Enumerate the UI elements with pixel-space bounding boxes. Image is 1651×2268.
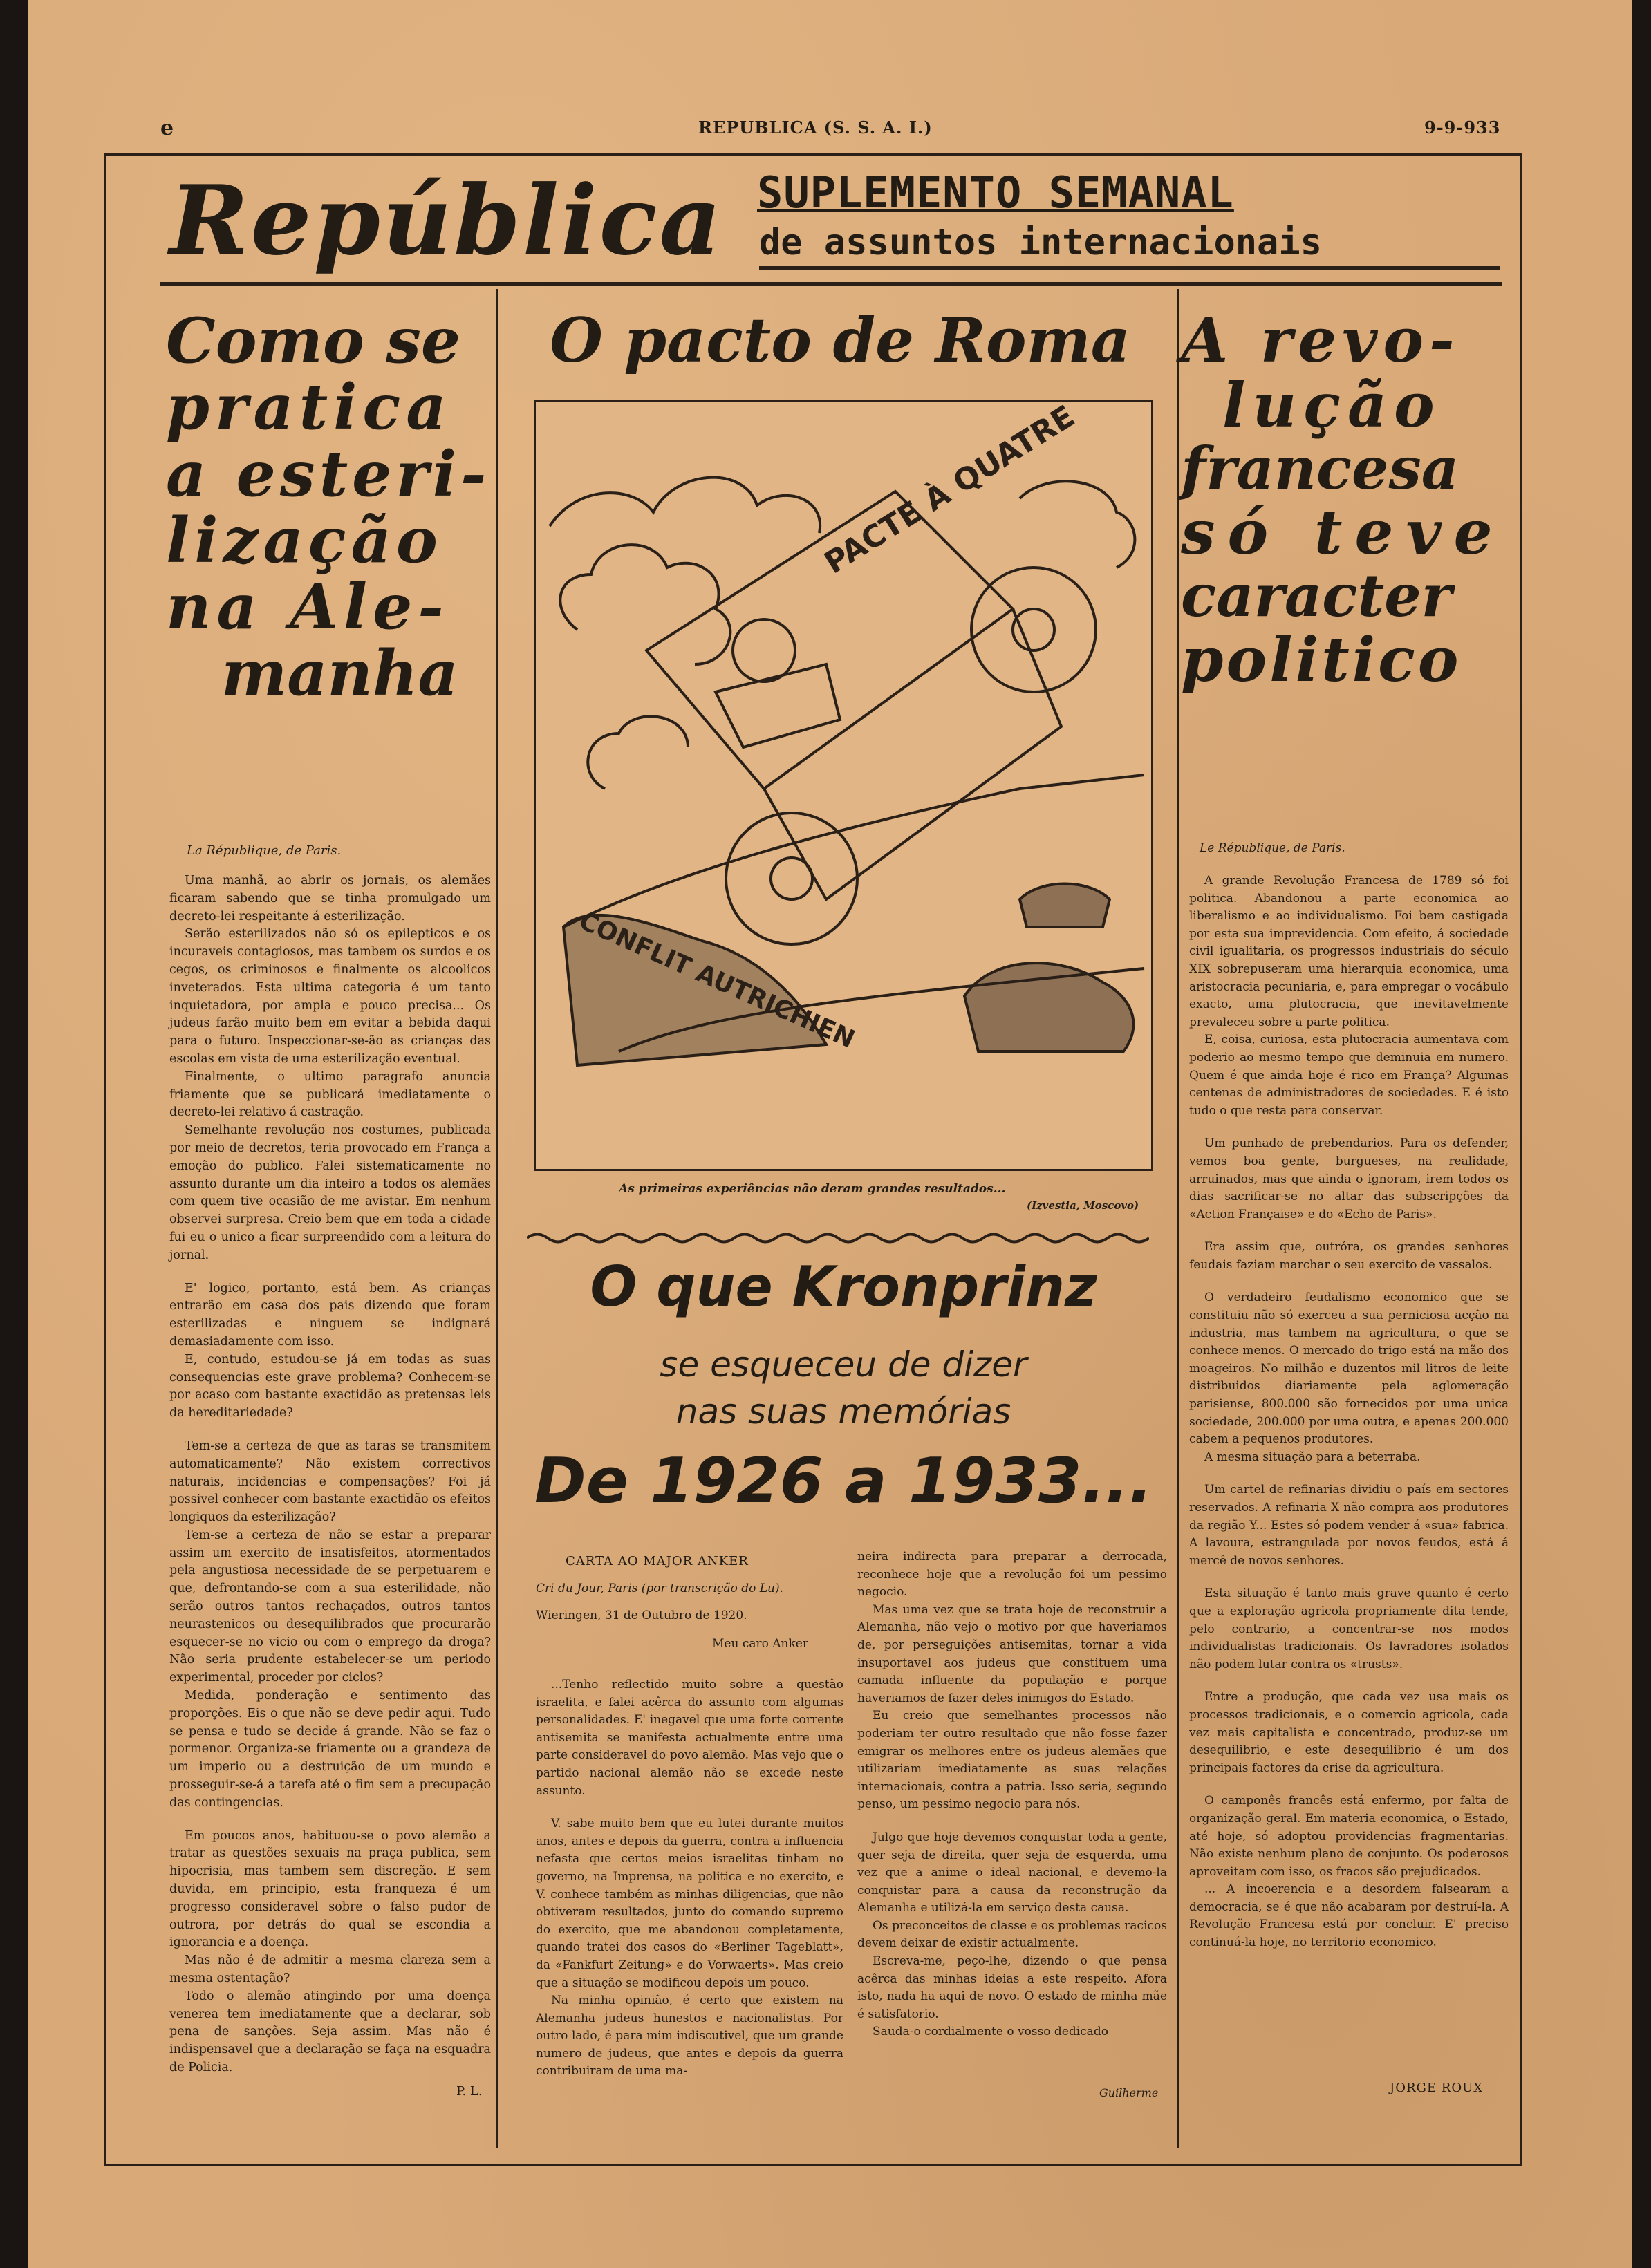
rock bbox=[964, 963, 1133, 1051]
paragraph: Em poucos anos, habituou-se o povo alemão a tratar as questões sexuais na praça publica, sem hipocrisia, mas tambem sem discreção. E sem duvida, em principio, esta franqueza é um progresso consideravel sobre o falso pudor de outrora, por detrás do qual se escondia a ignorancia e a doença. bbox=[169, 1828, 491, 1950]
paragraph: Escreva-me, peço-lhe, dizendo o que pensa acêrca das minhas ideias a este respeito. Afora isto, nada ha aqui de novo. O estado de minha mãe é satisfatorio. bbox=[857, 1954, 1167, 2021]
kronprinz-dates: De 1926 a 1933... bbox=[534, 1445, 1153, 1517]
cartoon-drawing bbox=[536, 402, 1151, 1169]
paragraph: Tem-se a certeza de que as taras se transmitem automaticamente? Não existem correctivos naturais, incidencias e compensações? Foi já possivel conhecer com bastante exactidão os efeitos longiquos da esterilização? bbox=[169, 1438, 491, 1525]
right-source: Le République, de Paris. bbox=[1200, 841, 1345, 855]
paragraph: Uma manhã, ao abrir os jornais, os alemães ficaram sabendo que se tinha promulgado um decreto-lei respeitante á esterilização. bbox=[169, 874, 491, 924]
paragraph: Na minha opinião, é certo que existem na Alemanha judeus hunestos e nacionalistas. Por outro lado, é para mim indiscutivel, que um grande numero de judeus, que antes e depois da guerra contribuiram de uma ma- bbox=[536, 1994, 843, 2079]
left-headline-line: pratica bbox=[166, 371, 452, 444]
paragraph: Finalmente, o ultimo paragrafo anuncia friamente que se publicará imediatamente o decreto-lei relativo á castração. bbox=[169, 1069, 491, 1120]
supplement-subtitle: de assuntos internacionais bbox=[759, 222, 1322, 263]
wavy-divider bbox=[527, 1230, 1149, 1246]
letter-title: CARTA AO MAJOR ANKER bbox=[566, 1554, 749, 1568]
paragraph: ...Tenho reflectido muito sobre a questão israelita, e falei acêrca do assunto com algumas personalidades. E' inegavel que uma forte corrente antisemita se manifesta actualmente entre uma parte consideravel do povo alemão. Mas vejo que o partido nacional alemão não se excede neste assunto. bbox=[536, 1678, 843, 1798]
wavy-divider-line bbox=[527, 1230, 1149, 1246]
car-body bbox=[646, 491, 1013, 789]
kronprinz-subhead-1: se esqueceu de dizer bbox=[660, 1344, 1027, 1385]
left-source: La République, de Paris. bbox=[187, 843, 342, 858]
running-header-date: 9-9-933 bbox=[1424, 118, 1501, 138]
paragraph: Eu creio que semelhantes processos não poderiam ter outro resultado que não fosse fazer emigrar os melhores entre os judeus alemães que utilizariam imediatamente as suas relações internacionais, contra a patria. Isso seria, segundo penso, um pessimo negocio para nós. bbox=[857, 1709, 1167, 1812]
paragraph: neira indirecta para preparar a derrocada, reconhece hoje que a revolução foi um pessimo negocio. bbox=[857, 1550, 1167, 1600]
letter-column-2 bbox=[857, 1548, 1167, 2041]
masthead-rule bbox=[160, 282, 1502, 286]
cartoon-credit: (Izvestia, Moscovo) bbox=[1027, 1199, 1139, 1212]
left-headline-line: a esteri- bbox=[166, 437, 491, 511]
paragraph: ... A incoerencia e a desordem falsearam a democracia, se é que não acabaram por destruí-la. A Revolução Francesa está por concluir. E' preciso continuá-la hoje, no territorio economico. bbox=[1189, 1882, 1509, 1950]
paragraph: Serão esterilizados não só os epilepticos e os incuraveis contagiosos, mas tambem os surdos e os cegos, os criminosos e finalmente os alcoolicos inveterados. Esta ultima categoria é um tanto inquietadora, por ampla e pouco precisa... Os judeus farão muito bem em evitar a bebida daqui para o futuro. Inspeccionar-se-ão as crianças das escolas em vista de uma esterilização eventual. bbox=[169, 927, 491, 1066]
paragraph: Um punhado de prebendarios. Para os defender, vemos boa gente, burgueses, na realidade, arruinados, mas que ainda o ignoram, irem todos os dias sacrificar-se no altar das subscripções da «Action Française» e do «Echo de Paris». bbox=[1189, 1136, 1509, 1221]
paragraph: E, coisa, curiosa, esta plutocracia aumentava com poderio ao mesmo tempo que deminuia em numero. Quem é que ainda hoje é rico em França? Algumas centenas de administradores de sociedades. E é isto tudo o que resta para conservar. bbox=[1189, 1033, 1509, 1118]
cartoon-caption: As primeiras experiências não deram grandes resultados... bbox=[619, 1182, 1006, 1196]
paragraph: Semelhante revolução nos costumes, publicada por meio de decretos, teria provocado em França a emoção do publico. Falei sistematicamente no assunto durante um dia inteiro a todos os alemães com quem tive ocasião de me avistar. Em nenhum observei surpresa. Creio bem que em toda a cidade fui eu o unico a ficar surpreendido com a leitura do jornal. bbox=[169, 1123, 491, 1262]
supplement-title: SUPLEMENTO SEMANAL bbox=[757, 167, 1234, 218]
paragraph: Medida, ponderação e sentimento das proporções. Eis o que não se deve pedir aqui. Tudo se pensa e tudo se decide á grande. Não se faz o pormenor. Organiza-se friamente ou a grandeza de um imperio ou a destruição de um mundo e prosseguir-se-á a tarefa até o fim sem a precupação das contingencias. bbox=[169, 1689, 491, 1810]
left-headline-line: manha bbox=[221, 637, 458, 711]
car-side bbox=[764, 609, 1061, 899]
paragraph: A grande Revolução Francesa de 1789 só foi politica. Abandonou a parte economica ao liberalismo e ao individualismo. Foi bem castigada por esta sua imprevidencia. Com efeito, á sociedade civil igualitaria, os progressos industriais do século XIX sobrepuseram uma hierarquia economica, uma aristocracia pecuniaria, e, para empregar o vocábulo exacto, uma plutocracia, que inevitavelmente prevaleceu sobre a parte politica. bbox=[1189, 874, 1509, 1029]
smoke-cloud bbox=[1020, 481, 1135, 568]
paragraph: Mas uma vez que se trata hoje de reconstruir a Alemanha, não vejo o motivo por que haveriamos de, por perseguições antisemitas, tornar a vida insuportavel aos judeus que constituem uma camada influente da população e porque haveriamos de fazer deles inimigos do Estado. bbox=[857, 1602, 1167, 1705]
wheel-hub bbox=[771, 858, 812, 899]
cartoon-label-car: PACTE À QUATRE bbox=[818, 402, 1081, 581]
left-article-body bbox=[169, 872, 491, 2077]
left-headline bbox=[166, 304, 498, 711]
steering-wheel bbox=[716, 664, 840, 747]
paragraph: Um cartel de refinarias dividiu o país em sectores reservados. A refinaria X não compra aos produtores da região Y... Estes só podem vender á «sua» fabrica. A lavoura, estrangulada por novos feudos, está á mercê de novos senhores. bbox=[1189, 1483, 1509, 1568]
letter-salutation: Meu caro Anker bbox=[712, 1637, 808, 1651]
right-article-body bbox=[1189, 872, 1509, 1952]
smoke-cloud bbox=[550, 478, 820, 533]
cartoon-label-rock: CONFLIT AUTRICHIEN bbox=[575, 906, 859, 1054]
paragraph: Esta situação é tanto mais grave quanto é certo que a exploração agricola propriamente dita tende, pelo contrario, a concentrar-se nos modos individualistas tradicionais. Os lavradores isolados não podem lutar contra os «trusts». bbox=[1189, 1586, 1509, 1671]
right-headline-line: politico bbox=[1181, 624, 1462, 696]
paragraph: Todo o alemão atingindo por uma doença venerea tem imediatamente que a declarar, sob pena de sanções. Seja assim. Mas não é indispensavel que a declaração se faça na esquadra de Policia. bbox=[169, 1989, 491, 2074]
left-headline-line: lização bbox=[166, 503, 442, 577]
cartoon bbox=[534, 400, 1153, 1171]
running-header-publication: REPUBLICA (S. S. A. I.) bbox=[698, 118, 933, 138]
letter-column-1 bbox=[536, 1676, 843, 2081]
page-mark: e bbox=[160, 116, 175, 140]
letter-signature: Guilherme bbox=[1099, 2086, 1159, 2099]
right-signature: JORGE ROUX bbox=[1390, 2081, 1484, 2095]
left-headline-line: Como se bbox=[166, 304, 461, 377]
paragraph: A mesma situação para a beterraba. bbox=[1204, 1450, 1421, 1464]
wheel bbox=[971, 568, 1096, 692]
letter-place: Wieringen, 31 de Outubro de 1920. bbox=[536, 1609, 747, 1622]
smoke-cloud bbox=[560, 545, 730, 664]
paragraph: Era assim que, outróra, os grandes senhores feudais faziam marchar o seu exercito de vassalos. bbox=[1189, 1240, 1509, 1272]
paragraph: O camponês francês está enfermo, por falta de organização geral. Em materia economica, o Estado, até hoje, só adoptou providencias fragmentarias. Não existe nenhum plano de conjunto. Os poderosos aproveitam com isso, os fracos são prejudicados. bbox=[1189, 1794, 1509, 1879]
wheel-hub bbox=[1013, 609, 1054, 650]
smoke-cloud bbox=[588, 716, 688, 789]
kronprinz-subhead-2: nas suas memórias bbox=[675, 1391, 1011, 1432]
driver-head bbox=[733, 619, 795, 682]
right-headline-line: caracter bbox=[1181, 561, 1452, 630]
paragraph: E' logico, portanto, está bem. As crianças entrarão em casa dos pais dizendo que foram esterilizadas e ninguem se indignará demasiadamente com isso. bbox=[169, 1281, 491, 1349]
right-headline-line: lução bbox=[1222, 369, 1442, 442]
right-headline-line: francesa bbox=[1181, 434, 1459, 503]
paragraph: Os preconceitos de classe e os problemas racicos devem deixar de existir actualmente. bbox=[857, 1918, 1167, 1951]
paragraph: O verdadeiro feudalismo economico que se constituiu não só exerceu a sua perniciosa acção na industria, mas tambem na agricultura, o que se conhece menos. O mercado do trigo está na mão dos moageiros. No milhão e duzentos mil litros de leite distribuidos diariamente pela aglomeração parisiense, 800.000 são fornecidos por uma unica sociedade, 200.000 por uma outra, e apenas 200.000 cabem a pequenos produtores. bbox=[1189, 1291, 1509, 1447]
left-headline-line: na Ale- bbox=[166, 570, 449, 644]
kronprinz-headline: O que Kronprinz bbox=[590, 1255, 1097, 1319]
letter-source: Cri du Jour, Paris (por transcrição do Lu). bbox=[536, 1582, 783, 1595]
paragraph: Julgo que hoje devemos conquistar toda a gente, quer seja de direita, quer seja de esquerda, uma vez que a anime o ideal nacional, e devemo-la conquistar para a causa da reconstrução da Alemanha e utilizá-la em serviço desta causa. bbox=[857, 1830, 1167, 1915]
paragraph: Entre a produção, que cada vez usa mais os processos tradicionais, e o comercio agricola, cada vez mais capitalista e concentrado, produz-se um desequilibrio, e este desequilibrio é um dos principais factores da crise da agricultura. bbox=[1189, 1690, 1509, 1775]
masthead-title: República bbox=[169, 164, 724, 277]
right-headline-line: só teve bbox=[1181, 496, 1505, 569]
rock bbox=[1020, 884, 1110, 928]
paragraph: V. sabe muito bem que eu lutei durante muitos anos, antes e depois da guerra, contra a influencia nefasta que certos meios israelitas tinham no governo, na Imprensa, na politica e no exercito, e V. conhece também as minhas diligencias, que não obtiveram resultados, junto do comando supremo do exercito, que me abandonou completamente, quando tratei dos casos do «Berliner Tageblatt», da «Fankfurt Zeitung» e do Vorwaerts». Mas creio que a situação se modificou depois um pouco. bbox=[536, 1817, 843, 1990]
paragraph: Mas não é de admitir a mesma clareza sem a mesma ostentação? bbox=[169, 1953, 491, 1986]
paragraph: Tem-se a certeza de não se estar a preparar assim um exercito de insatisfeitos, atormentados pela angustiosa necessidade de se perpetuarem e que, defrontando-se com a sua esterilidade, não serão outros tantos rechaçados, outros tantos neurastenicos ou desequilibrados que procurarão esquecer-se no vicio ou com o emprego da droga? Não seria prudente estabelecer-se um periodo experimental, proceder por ciclos? bbox=[169, 1528, 491, 1685]
right-headline-line: A revo- bbox=[1181, 304, 1460, 376]
left-signature: P. L. bbox=[456, 2084, 483, 2099]
column-rule-right bbox=[1177, 289, 1179, 2148]
paragraph: E, contudo, estudou-se já em todas as suas consequencias este grave problema? Conhecem-se por acaso com bastante exactidão as pretensas leis da hereditariedade? bbox=[169, 1352, 491, 1421]
paragraph: Sauda-o cordialmente o vosso dedicado bbox=[873, 2025, 1108, 2039]
center-headline: O pacto de Roma bbox=[550, 304, 1130, 376]
masthead-underline bbox=[759, 266, 1500, 270]
right-headline bbox=[1181, 304, 1506, 696]
